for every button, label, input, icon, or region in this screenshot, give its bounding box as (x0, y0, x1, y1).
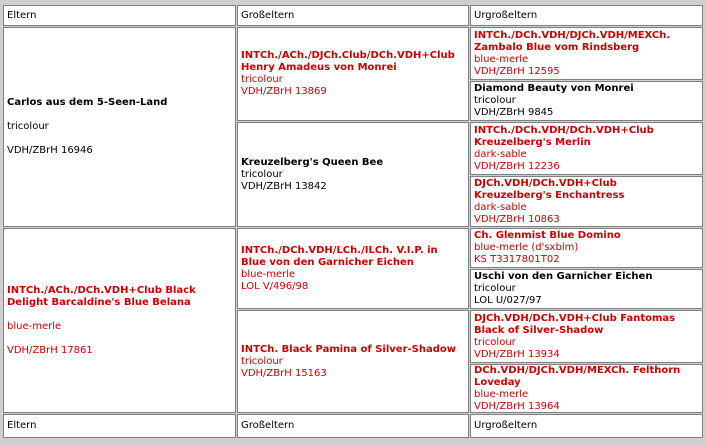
dog-color: dark-sable (474, 201, 527, 213)
dog-name-line2: Black of Silver-Shadow (474, 324, 604, 336)
dog-color: tricolour (474, 283, 516, 294)
dog-name-line1: INTCh./ACh./DCh.VDH+Club Black (7, 284, 196, 296)
dog-registration: VDH/ZBrH 12595 (474, 65, 560, 77)
dog-name-line2: Delight Barcaldine's Blue Belana (7, 296, 191, 308)
dog-name-line1: DCh.VDH/DJCh.VDH/MEXCh. Felthorn (474, 364, 681, 376)
parent-sire (3, 27, 236, 227)
dog-registration: VDH/ZBrH 13964 (474, 400, 560, 412)
dog-name-line1: INTCh./DCh.VDH/DCh.VDH+Club (474, 124, 654, 136)
dog-registration: VDH/ZBrH 12236 (474, 160, 560, 172)
dog-name-line1: DJCh.VDH/DCh.VDH+Club (474, 177, 617, 189)
dog-name: Carlos aus dem 5-Seen-Land (7, 97, 168, 108)
header-grandparents: Großeltern (237, 5, 469, 26)
grandparent-2 (237, 122, 469, 227)
dog-color: blue-merle (474, 53, 529, 65)
dog-registration: VDH/ZBrH 9845 (474, 107, 554, 118)
dog-name: Ch. Glenmist Blue Domino (474, 230, 621, 241)
dog-color: blue-merle (474, 388, 529, 400)
great-grandparent-8 (470, 364, 703, 413)
dog-color: tricolour (241, 168, 283, 180)
great-grandparent-2 (470, 81, 703, 121)
dog-registration: LOL U/027/97 (474, 295, 542, 306)
dog-color: tricolour (241, 355, 283, 367)
great-grandparent-5 (470, 228, 703, 268)
dog-registration: VDH/ZBrH 13869 (241, 86, 327, 97)
dog-name-line1: INTCh./DCh.VDH/LCh./ILCh. V.I.P. in (241, 244, 438, 256)
dog-color: tricolour (474, 95, 516, 106)
dog-name-line2: Blue von den Garnicher Eichen (241, 256, 414, 268)
dog-registration: KS T3317801T02 (474, 254, 560, 265)
dog-registration: VDH/ZBrH 13934 (474, 348, 560, 360)
dog-name-line1: DJCh.VDH/DCh.VDH+Club Fantomas (474, 312, 676, 324)
dog-name-line2: Loveday (474, 376, 521, 388)
footer-parents: Eltern (3, 414, 236, 438)
dog-registration: VDH/ZBrH 15163 (241, 367, 327, 379)
dog-registration: VDH/ZBrH 13842 (241, 180, 327, 192)
dog-color: dark-sable (474, 148, 527, 160)
header-great-grandparents: Urgroßeltern (470, 5, 703, 26)
great-grandparent-6 (470, 269, 703, 309)
dog-color: blue-merle (7, 320, 62, 332)
dog-name: Kreuzelberg's Queen Bee (241, 156, 384, 168)
grandparent-1 (237, 27, 469, 121)
dog-name-line2: Henry Amadeus von Monrei (241, 62, 397, 73)
dog-registration: VDH/ZBrH 10863 (474, 213, 560, 225)
parent-dam (3, 228, 236, 413)
great-grandparent-3 (470, 122, 703, 175)
great-grandparent-4 (470, 176, 703, 227)
dog-color: tricolour (241, 74, 283, 85)
dog-registration: LOL V/496/98 (241, 280, 309, 292)
great-grandparent-7 (470, 310, 703, 363)
dog-name: INTCh. Black Pamina of Silver-Shadow (241, 343, 456, 355)
dog-color: blue-merle (d'sxblm) (474, 242, 579, 253)
dog-name: Diamond Beauty von Monrei (474, 83, 634, 94)
grandparent-4 (237, 310, 469, 413)
dog-color: blue-merle (241, 268, 296, 280)
dog-color: tricolour (474, 336, 516, 348)
footer-grandparents: Großeltern (237, 414, 469, 438)
header-parents: Eltern (3, 5, 236, 26)
great-grandparent-1 (470, 27, 703, 80)
dog-name-line2: Kreuzelberg's Enchantress (474, 189, 625, 201)
grandparent-3 (237, 228, 469, 309)
dog-registration: VDH/ZBrH 17861 (7, 344, 93, 356)
dog-name-line1: INTCh./DCh.VDH/DJCh.VDH/MEXCh. (474, 29, 671, 41)
footer-great-grandparents: Urgroßeltern (470, 414, 703, 438)
dog-registration: VDH/ZBrH 16946 (7, 145, 93, 156)
dog-name-line2: Kreuzelberg's Merlin (474, 136, 591, 148)
dog-color: tricolour (7, 121, 49, 132)
dog-name-line2: Zambalo Blue vom Rindsberg (474, 41, 640, 53)
dog-name: Uschi von den Garnicher Eichen (474, 271, 653, 282)
dog-name-line1: INTCh./ACh./DJCh.Club/DCh.VDH+Club (241, 50, 455, 61)
